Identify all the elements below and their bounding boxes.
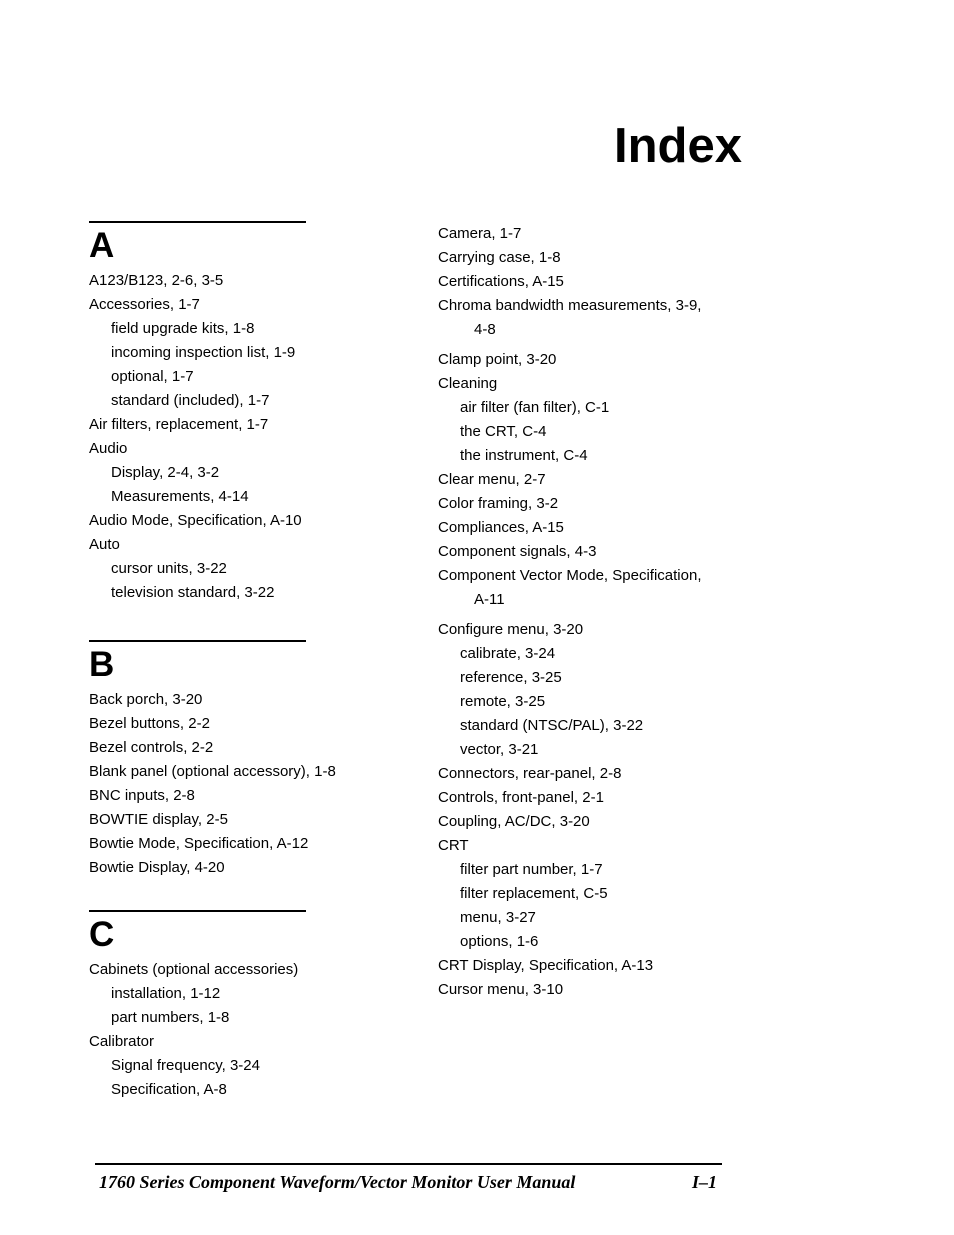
- footer-page-number: I–1: [692, 1172, 718, 1192]
- index-entry: Color framing, 3-2: [438, 495, 559, 512]
- index-entry: BNC inputs, 2-8: [89, 787, 195, 804]
- index-entry: Bezel buttons, 2-2: [89, 715, 210, 732]
- footer-manual-title: 1760 Series Component Waveform/Vector Monitor User Manual: [99, 1172, 576, 1192]
- index-subentry: Display, 2-4, 3-2: [111, 464, 220, 481]
- index-subentry: vector, 3-21: [460, 741, 539, 758]
- section-divider: [89, 221, 306, 223]
- section-divider: [89, 640, 306, 642]
- index-entry: Accessories, 1-7: [89, 296, 200, 313]
- index-entry: A123/B123, 2-6, 3-5: [89, 272, 224, 289]
- index-subentry: the CRT, C-4: [460, 423, 547, 440]
- index-section-b: [89, 640, 389, 880]
- index-entry: Cabinets (optional accessories): [89, 961, 299, 978]
- index-entry: Bowtie Mode, Specification, A-12: [89, 835, 309, 852]
- index-entry: Bowtie Display, 4-20: [89, 859, 225, 876]
- index-entry: Connectors, rear-panel, 2-8: [438, 765, 622, 782]
- index-subentry: remote, 3-25: [460, 693, 546, 710]
- index-subentry: air filter (fan filter), C-1: [460, 399, 610, 416]
- index-entry: Audio: [89, 440, 128, 457]
- section-letter: A: [89, 226, 115, 265]
- index-entry: Back porch, 3-20: [89, 691, 203, 708]
- index-entry: Certifications, A-15: [438, 273, 564, 290]
- index-subentry: Measurements, 4-14: [111, 488, 249, 505]
- index-entry: Coupling, AC/DC, 3-20: [438, 813, 590, 830]
- index-entry: Compliances, A-15: [438, 519, 564, 536]
- index-entry: Bezel controls, 2-2: [89, 739, 214, 756]
- footer-divider: [95, 1163, 722, 1165]
- index-subentry: filter part number, 1-7: [460, 861, 603, 878]
- index-entry: Carrying case, 1-8: [438, 249, 561, 266]
- page-title: Index: [614, 119, 742, 173]
- index-subentry: installation, 1-12: [111, 985, 221, 1002]
- index-section-a: [89, 221, 389, 605]
- index-entry-continuation: A-11: [474, 591, 505, 608]
- index-subentry: reference, 3-25: [460, 669, 562, 686]
- index-subentry: Signal frequency, 3-24: [111, 1057, 260, 1074]
- section-letter: B: [89, 645, 115, 684]
- section-divider: [89, 910, 306, 912]
- index-entry: Audio Mode, Specification, A-10: [89, 512, 302, 529]
- section-letter: C: [89, 915, 115, 954]
- index-subentry: field upgrade kits, 1-8: [111, 320, 255, 337]
- index-column-left: [89, 221, 389, 1102]
- index-subentry: standard (NTSC/PAL), 3-22: [460, 717, 644, 734]
- index-entry: Configure menu, 3-20: [438, 621, 584, 638]
- index-subentry: options, 1-6: [460, 933, 539, 950]
- index-entry: Blank panel (optional accessory), 1-8: [89, 763, 336, 780]
- index-subentry: optional, 1-7: [111, 368, 194, 385]
- index-entry: Camera, 1-7: [438, 225, 522, 242]
- index-entry: [438, 564, 738, 618]
- index-entry-text: Chroma bandwidth measurements, 3-9,: [438, 297, 702, 314]
- index-subentry: filter replacement, C-5: [460, 885, 608, 902]
- index-subentry: menu, 3-27: [460, 909, 536, 926]
- index-entry-continuation: 4-8: [474, 321, 496, 338]
- index-subentry: cursor units, 3-22: [111, 560, 227, 577]
- index-subentry: standard (included), 1-7: [111, 392, 270, 409]
- index-entry: Clear menu, 2-7: [438, 471, 546, 488]
- index-entry-text: Component Vector Mode, Specification,: [438, 567, 702, 584]
- index-subentry: Specification, A-8: [111, 1081, 227, 1098]
- index-entry: Clamp point, 3-20: [438, 351, 557, 368]
- index-entry: Auto: [89, 536, 120, 553]
- index-subentry: the instrument, C-4: [460, 447, 588, 464]
- index-entry: Controls, front-panel, 2-1: [438, 789, 604, 806]
- index-subentry: calibrate, 3-24: [460, 645, 556, 662]
- index-entry: CRT: [438, 837, 469, 854]
- index-subentry: part numbers, 1-8: [111, 1009, 230, 1026]
- index-entry: Cursor menu, 3-10: [438, 981, 564, 998]
- index-entry: [438, 294, 738, 348]
- index-entry: BOWTIE display, 2-5: [89, 811, 228, 828]
- index-subentry: incoming inspection list, 1-9: [111, 344, 296, 361]
- index-entry: CRT Display, Specification, A-13: [438, 957, 654, 974]
- index-entry: Calibrator: [89, 1033, 155, 1050]
- index-column-right: [438, 222, 738, 1002]
- index-section-c: [89, 910, 389, 1102]
- index-entry: Cleaning: [438, 375, 498, 392]
- index-subentry: television standard, 3-22: [111, 584, 275, 601]
- index-entry: Component signals, 4-3: [438, 543, 597, 560]
- index-entry: Air filters, replacement, 1-7: [89, 416, 269, 433]
